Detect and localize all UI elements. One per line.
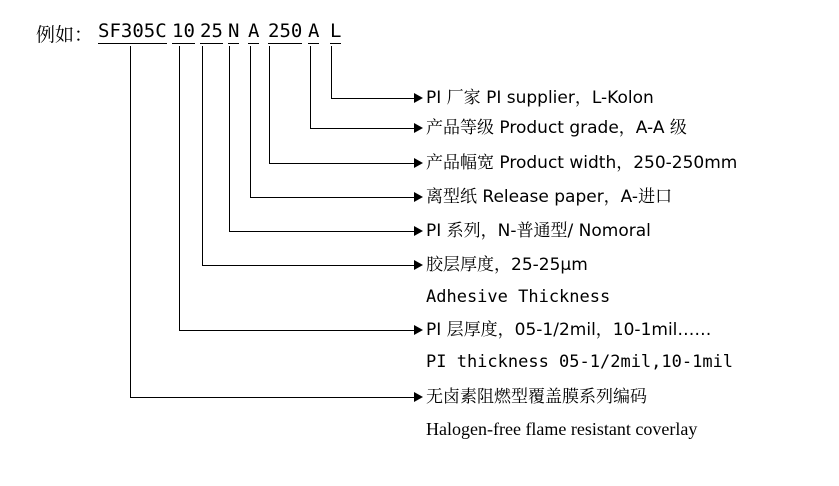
code-segment-width[interactable]: 250 [268,20,303,42]
leader-arrow-width [414,158,423,168]
leader-vline-pi-thickness [179,46,180,330]
leader-vline-release-paper [250,46,251,197]
callout-pi-supplier: PI 厂家 PI supplier，L-Kolon [426,88,654,108]
callout-pi-series: PI 系列，N-普通型/ Nomoral [426,221,651,241]
callout-pi-thickness-en: PI thickness 05-1/2mil,10-1mil [426,352,734,372]
leader-arrow-pi-series [414,226,423,236]
leader-hline-pi-thickness [179,330,414,331]
code-segment-supplier[interactable]: L [330,20,342,42]
callout-product-grade: 产品等级 Product grade，A-A 级 [426,118,687,138]
callout-adhesive-thickness: 胶层厚度，25-25μm [426,255,588,275]
code-segment-pi-thickness[interactable]: 10 [172,20,195,42]
leader-hline-width [269,163,414,164]
code-segment-adhesive[interactable]: 25 [200,20,223,42]
leader-hline-pi-series [229,231,414,232]
callout-product-width: 产品幅宽 Product width，250-250mm [426,153,738,173]
leader-hline-adhesive [202,265,414,266]
callout-pi-thickness: PI 层厚度，05-1/2mil，10-1mil…… [426,320,712,340]
callout-coverlay-series-en: Halogen-free flame resistant coverlay [426,419,698,439]
code-segment-grade[interactable]: A [308,20,320,42]
callout-adhesive-thickness-en: Adhesive Thickness [426,287,611,307]
leader-hline-coverlay [130,397,414,398]
leader-hline-release-paper [250,197,414,198]
code-segment-series[interactable]: SF305C [98,20,167,42]
leader-vline-grade [310,46,311,128]
leader-hline-supplier [331,98,414,99]
leader-vline-adhesive [202,46,203,265]
leader-arrow-supplier [414,93,423,103]
leader-hline-grade [310,128,414,129]
leader-arrow-adhesive [414,260,423,270]
callout-release-paper: 离型纸 Release paper，A-进口 [426,187,673,207]
example-label: 例如： [36,24,94,46]
leader-arrow-pi-thickness [414,325,423,335]
leader-vline-coverlay [130,46,131,397]
leader-arrow-grade [414,123,423,133]
leader-vline-pi-series [229,46,230,231]
callout-coverlay-series: 无卤素阻燃型覆盖膜系列编码 [426,387,647,407]
code-segment-pi-series[interactable]: N [228,20,240,42]
leader-arrow-coverlay [414,392,423,402]
leader-vline-supplier [331,46,332,98]
leader-vline-width [269,46,270,163]
leader-arrow-release-paper [414,192,423,202]
code-segment-release-paper[interactable]: A [248,20,260,42]
